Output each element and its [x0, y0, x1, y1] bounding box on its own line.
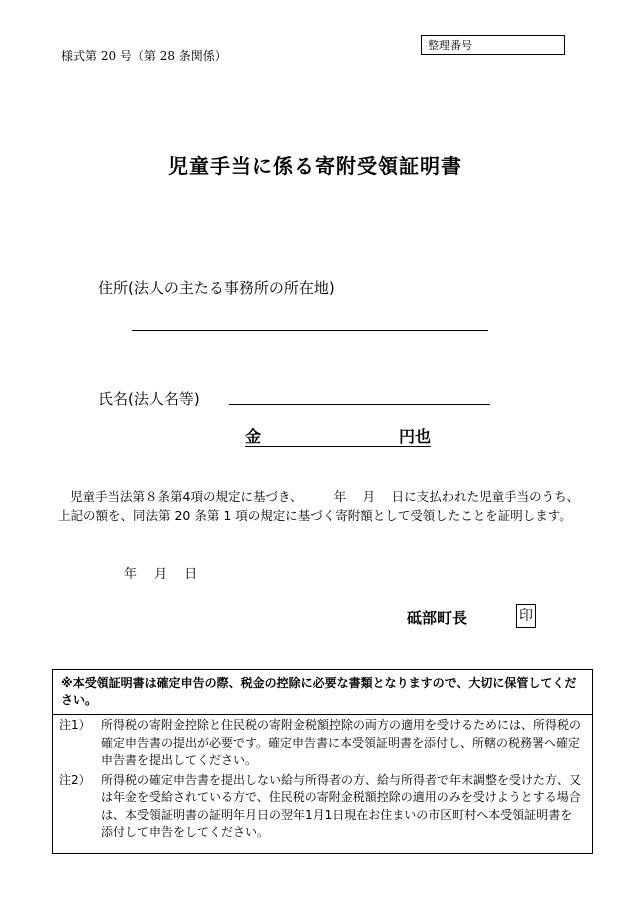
- name-label: 氏名(法人名等): [98, 390, 200, 408]
- reference-number-box[interactable]: [421, 35, 565, 55]
- note-item: [53, 772, 592, 842]
- note-text: 所得税の寄附金控除と住民税の寄附金税額控除の両方の適用を受けるためには、所得税の確定申告書の提出が必要です。確定申告書に本受領証明書を添付し、所轄の税務署へ確定申告書を提出してください。: [101, 718, 582, 767]
- form-number: 様式第 20 号（第 28 条関係）: [61, 49, 227, 63]
- address-field-line[interactable]: [132, 330, 488, 331]
- note-number: 注2）: [59, 772, 91, 787]
- important-notice: ※本受領証明書は確定申告の際、税金の控除に必要な書類となりますので、大切に保管してください。: [53, 670, 592, 715]
- seal-mark: 印: [516, 604, 536, 628]
- name-field-line[interactable]: [229, 404, 490, 405]
- document-title: 児童手当に係る寄附受領証明書: [168, 154, 462, 178]
- amount-field[interactable]: [245, 424, 431, 447]
- reference-number-label: 整理番号: [428, 39, 472, 52]
- notes-box: [52, 669, 593, 854]
- certification-text: 児童手当法第８条第4項の規定に基づき、 年 月 日に支払われた児童手当のうち、上記の額を、同法第 20 条第 1 項の規定に基づく寄附額として受領したことを証明します。: [58, 489, 580, 523]
- issue-date: 年 月 日: [124, 567, 198, 582]
- amount-prefix: 金: [245, 427, 262, 446]
- note-item: [53, 717, 592, 770]
- address-label: 住所(法人の主たる事務所の所在地): [98, 279, 335, 297]
- note-number: 注1）: [59, 718, 91, 732]
- amount-suffix: 円也: [398, 427, 431, 446]
- note-text: 所得税の確定申告書を提出しない給与所得者の方、給与所得者で年末調整を受けた方、又は年金を受給されている方で、住民税の寄附金税額控除の適用のみを受けようとする場合は、本受領証明書の証明年月日の翌年1月1日現在お住まいの市区町村へ本受領証明書を添付して申告をしてください。: [101, 772, 582, 839]
- issuer-title: 砥部町長: [407, 609, 468, 627]
